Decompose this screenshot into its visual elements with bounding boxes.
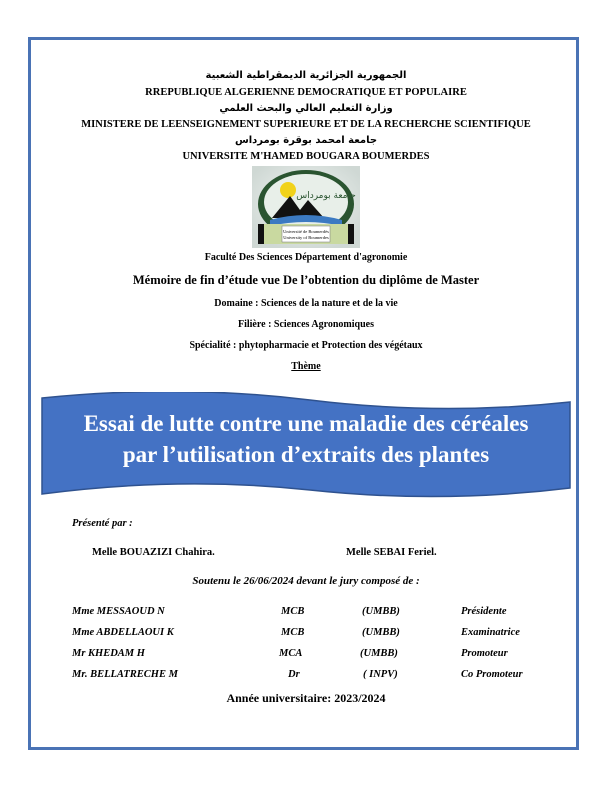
jury-row: [0, 648, 612, 662]
jury-grade: MCA: [279, 648, 303, 659]
student-1: Melle BOUAZIZI Chahira.: [92, 547, 215, 558]
faculty-department: Faculté Des Sciences Département d'agronomie: [204, 252, 408, 263]
thesis-title-line-1: Essai de lutte contre une maladie des céréales: [83, 411, 529, 436]
memoire-title: Mémoire de fin d’étude vue De l’obtention du diplôme de Master: [132, 273, 480, 287]
ministry-title: MINISTERE DE LEENSEIGNEMENT SUPERIEURE ET DE LA RECHERCHE SCIENTIFIQUE: [81, 119, 531, 130]
defense-statement: Soutenu le 26/06/2024 devant le jury composé de :: [192, 575, 420, 587]
academic-year: Année universitaire: 2023/2024: [226, 691, 386, 705]
republic-title: RREPUBLIQUE ALGERIENNE DEMOCRATIQUE ET POPULAIRE: [145, 87, 467, 98]
jury-institution: (UMBB): [360, 648, 398, 659]
presented-by-label: Présenté par :: [72, 518, 133, 529]
thesis-title: [40, 408, 572, 470]
jury-grade: MCB: [281, 606, 305, 617]
theme-label: Thème: [291, 361, 321, 372]
jury-grade: MCB: [281, 627, 305, 638]
jury-name: Mme MESSAOUD N: [72, 606, 165, 617]
jury-institution: (UMBB): [362, 627, 400, 638]
jury-role: Co Promoteur: [461, 669, 523, 680]
jury-role: Présidente: [461, 606, 507, 617]
jury-institution: (UMBB): [362, 606, 400, 617]
logo-text-fr: Université de Boumerdès: [283, 229, 329, 234]
jury-institution: ( INPV): [363, 669, 398, 680]
jury-row: [0, 669, 612, 683]
logo-arabic-text: [296, 191, 356, 201]
jury-name: Mme ABDELLAOUI K: [72, 627, 174, 638]
filiere: Filière : Sciences Agronomiques: [237, 319, 374, 330]
student-2: Melle SEBAI Feriel.: [346, 547, 437, 558]
jury-role: Promoteur: [461, 648, 508, 659]
arabic-ministry-title: وزارة التعليم العالي والبحث العلمي: [219, 103, 393, 114]
jury-grade: Dr: [288, 669, 300, 680]
specialite: Spécialité : phytopharmacie et Protection des végétaux: [189, 340, 423, 351]
arabic-republic-title: الجمهورية الجزائرية الديمقراطية الشعبية: [205, 70, 407, 81]
jury-row: [0, 606, 612, 620]
thesis-title-line-2: par l’utilisation d’extraits des plantes: [122, 442, 490, 467]
logo-text-en: University of Boumerdes: [283, 235, 329, 240]
university-title: UNIVERSITE M'HAMED BOUGARA BOUMERDES: [182, 151, 430, 162]
svg-text:جامعة بومرداس: جامعة بومرداس: [296, 191, 356, 201]
jury-name: Mr KHEDAM H: [72, 648, 145, 659]
jury-role: Examinatrice: [461, 627, 520, 638]
arabic-university-title: جامعة امحمد بوقرة بومرداس: [234, 135, 378, 146]
jury-row: [0, 627, 612, 641]
domaine: Domaine : Sciences de la nature et de la vie: [214, 298, 398, 309]
university-logo: [252, 166, 360, 248]
jury-name: Mr. BELLATRECHE M: [72, 669, 178, 680]
